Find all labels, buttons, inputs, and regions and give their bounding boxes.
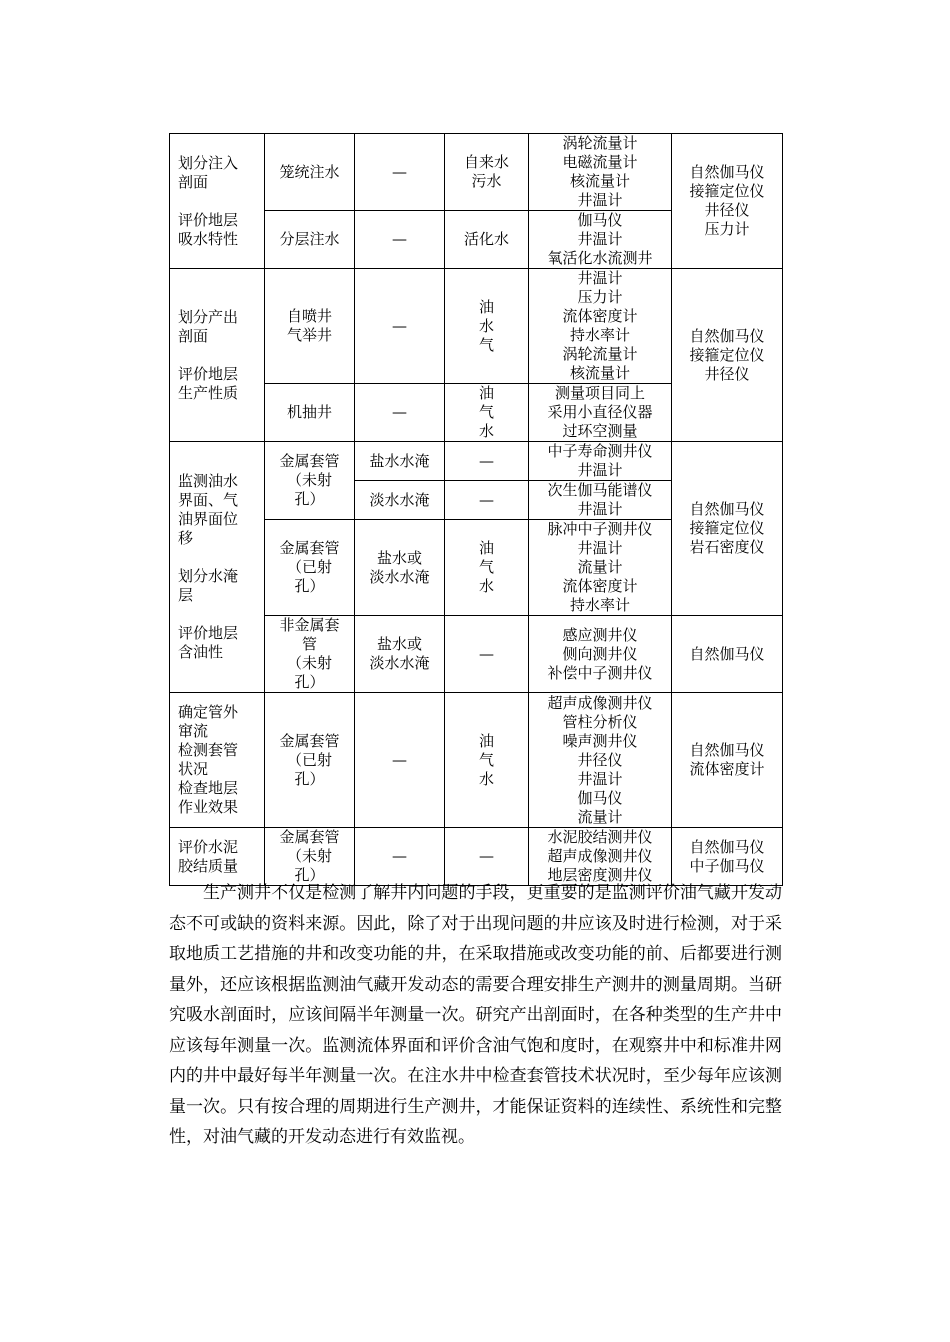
cell-line: 界面、气 xyxy=(178,491,239,509)
cell-line: 自然伽马仪 xyxy=(689,163,765,181)
cell-line: （已射 xyxy=(286,558,332,576)
well-type-cell xyxy=(265,442,355,520)
cell-line: 感应测井仪 xyxy=(562,625,638,644)
cell-line: 金属套管 xyxy=(279,539,340,557)
cell-line: 胶结质量 xyxy=(178,856,239,875)
cell-line: 剖面 xyxy=(178,326,209,345)
cell-line: 次生伽马能谱仪 xyxy=(547,481,653,499)
cell-line: 井温计 xyxy=(577,461,623,479)
body-paragraph: 生产测井不仅是检测了解井内问题的手段，更重要的是监测评价油气藏开发动态不可或缺的资料来源。因此，除了对于出现问题的井应该及时进行检测，对于采取地质工艺措施的井和改变功能的井，在采取措施或改变功能的前、后都要进行测量外，还应该根据监测油气藏开发动态的需要合理安排生产测井的测量周期。当研究吸水剖面时，应该间隔半年测量一次。研究产出剖面时，在各种类型的生产井中应该每年测量一次。监测流体界面和评价含油气饱和度时，在观察井中和标准井网内的井中最好每半年测量一次。在注水井中检查套管技术状况时，至少每年应该测量一次。只有按合理的周期进行生产测井，才能保证资料的连续性、系统性和完整性，对油气藏的开发动态进行有效监视。 xyxy=(169,883,782,1147)
cell-line: 气 xyxy=(478,403,494,421)
cell-line: 作业效果 xyxy=(178,798,239,816)
cell-line: — xyxy=(392,750,407,769)
cell-line: 状况 xyxy=(178,760,209,778)
cell-line: 中子寿命测井仪 xyxy=(547,442,653,460)
instrument-cell xyxy=(529,693,672,828)
cell-line: 接箍定位仪 xyxy=(689,345,765,364)
cell-line: 水 xyxy=(478,577,494,595)
instrument-cell xyxy=(529,828,672,886)
cell-line: 自然伽马仪 xyxy=(689,326,765,345)
cell-line: 脉冲中子测井仪 xyxy=(547,520,653,538)
cell-line: — xyxy=(392,847,407,865)
cell-line: 窜流 xyxy=(178,722,209,740)
cell-line: 自然伽马仪 xyxy=(689,837,765,856)
cell-line: 孔） xyxy=(294,490,325,508)
instrument-cell xyxy=(529,269,672,384)
common-instrument-cell xyxy=(672,828,783,886)
fluid-cell xyxy=(445,520,529,616)
cell-line: 机抽井 xyxy=(286,403,332,421)
cell-line: 划分产出 xyxy=(178,307,239,326)
cell-line: 自然伽马仪 xyxy=(689,741,765,759)
cell-line: 流量计 xyxy=(577,558,623,576)
cell-line: 管柱分析仪 xyxy=(562,712,638,731)
cell-line: 生产性质 xyxy=(178,383,239,402)
table-row xyxy=(170,134,783,211)
instrument-cell xyxy=(529,384,672,442)
cell-line: 评价地层 xyxy=(178,210,239,229)
cell-line: 水 xyxy=(478,769,494,788)
cell-line: 油 xyxy=(478,731,494,750)
purpose-cell xyxy=(170,442,265,693)
cell-line: 孔） xyxy=(294,673,325,691)
cell-line: 持水率计 xyxy=(569,326,630,344)
cell-line: 测量项目同上 xyxy=(554,384,645,402)
instrument-cell xyxy=(529,134,672,211)
cell-line: 水 xyxy=(478,316,494,335)
fluid-cell xyxy=(445,442,529,481)
cell-line: 接箍定位仪 xyxy=(689,182,765,200)
cell-line: 划分水淹 xyxy=(178,567,239,585)
common-instrument-cell xyxy=(672,693,783,828)
fluid-cell xyxy=(445,693,529,828)
purpose-cell xyxy=(170,693,265,828)
well-type-cell xyxy=(265,134,355,211)
cell-line: 气 xyxy=(478,335,494,354)
cell-line: 井温计 xyxy=(577,539,623,557)
cell-line: 吸水特性 xyxy=(178,229,239,248)
cell-line: 非金属套 xyxy=(279,616,340,634)
cell-line: 自喷井 xyxy=(286,307,332,325)
cell-line: 油 xyxy=(478,539,494,557)
cell-line: 流体密度计 xyxy=(562,577,638,595)
cell-line: 金属套管 xyxy=(279,828,340,846)
cell-line: 接箍定位仪 xyxy=(689,519,765,537)
cell-line: 盐水或 xyxy=(376,635,422,653)
well-type-cell xyxy=(265,211,355,269)
cell-line: 超声成像测井仪 xyxy=(547,693,653,712)
condition-cell xyxy=(355,211,445,269)
condition-cell xyxy=(355,520,445,616)
cell-line: 评价水泥 xyxy=(178,837,239,856)
cell-line: — xyxy=(479,490,494,509)
cell-line: 淡水水淹 xyxy=(369,490,430,509)
cell-line: 油 xyxy=(478,297,494,316)
cell-line: 检查地层 xyxy=(178,779,239,797)
common-instrument-cell xyxy=(672,616,783,693)
cell-line: 噪声测井仪 xyxy=(562,731,638,750)
cell-line: 评价地层 xyxy=(178,624,239,642)
cell-line: 压力计 xyxy=(704,220,750,238)
cell-line: 井温计 xyxy=(577,269,623,287)
table-row xyxy=(170,693,783,828)
table-row xyxy=(170,269,783,384)
cell-line: 压力计 xyxy=(577,288,623,306)
cell-line: 层 xyxy=(178,586,194,604)
fluid-cell xyxy=(445,481,529,520)
cell-line: 金属套管 xyxy=(279,731,340,750)
fluid-cell xyxy=(445,134,529,211)
cell-line: 涡轮流量计 xyxy=(562,134,638,152)
logging-methods-table xyxy=(169,133,783,886)
cell-line: （未射 xyxy=(286,471,332,489)
cell-line: 笼统注水 xyxy=(279,162,340,181)
table-row xyxy=(170,828,783,886)
condition-cell xyxy=(355,481,445,520)
cell-line: 盐水水淹 xyxy=(369,451,430,470)
well-type-cell xyxy=(265,828,355,886)
instrument-cell xyxy=(529,442,672,481)
cell-line: 流量计 xyxy=(577,807,623,826)
well-type-cell xyxy=(265,616,355,693)
cell-line: 涡轮流量计 xyxy=(562,345,638,363)
table-row xyxy=(170,442,783,481)
instrument-cell xyxy=(529,211,672,269)
cell-line: （未射 xyxy=(286,847,332,865)
fluid-cell xyxy=(445,616,529,693)
condition-cell xyxy=(355,828,445,886)
cell-line: 氧活化水流测井 xyxy=(547,249,653,267)
cell-line: 孔） xyxy=(294,577,325,595)
cell-line: 气 xyxy=(478,558,494,576)
cell-line: 孔） xyxy=(294,769,325,788)
condition-cell xyxy=(355,693,445,828)
instrument-cell xyxy=(529,481,672,520)
cell-line: — xyxy=(392,162,407,181)
cell-line: 核流量计 xyxy=(569,364,630,382)
common-instrument-cell xyxy=(672,442,783,616)
purpose-cell xyxy=(170,134,265,269)
cell-line: 淡水水淹 xyxy=(369,567,430,586)
cell-line: 检测套管 xyxy=(178,741,239,759)
cell-line: 水泥胶结测井仪 xyxy=(547,828,653,846)
well-type-cell xyxy=(265,269,355,384)
purpose-cell xyxy=(170,828,265,886)
cell-line: 井径仪 xyxy=(704,201,750,219)
cell-line: — xyxy=(392,316,407,335)
condition-cell xyxy=(355,384,445,442)
cell-line: 确定管外 xyxy=(178,703,239,721)
cell-line: 采用小直径仪器 xyxy=(547,403,653,421)
fluid-cell xyxy=(445,384,529,442)
fluid-cell xyxy=(445,828,529,886)
cell-line: 活化水 xyxy=(463,230,509,248)
cell-line: 淡水水淹 xyxy=(369,654,430,672)
cell-line: 气 xyxy=(478,750,494,769)
cell-line: 评价地层 xyxy=(178,364,239,383)
condition-cell xyxy=(355,442,445,481)
cell-line: （未射 xyxy=(286,654,332,672)
condition-cell xyxy=(355,269,445,384)
cell-line: 岩石密度仪 xyxy=(689,538,765,556)
instrument-cell xyxy=(529,616,672,693)
cell-line: 水 xyxy=(478,422,494,440)
cell-line: — xyxy=(479,451,494,470)
cell-line: 孔） xyxy=(294,866,325,884)
cell-line: （已射 xyxy=(286,750,332,769)
cell-line: 金属套管 xyxy=(279,452,340,470)
cell-line: 补偿中子测井仪 xyxy=(547,663,653,682)
common-instrument-cell xyxy=(672,134,783,269)
well-type-cell xyxy=(265,693,355,828)
cell-line: 超声成像测井仪 xyxy=(547,847,653,865)
well-type-cell xyxy=(265,520,355,616)
cell-line: 电磁流量计 xyxy=(562,153,638,171)
cell-line: 持水率计 xyxy=(569,596,630,614)
condition-cell xyxy=(355,616,445,693)
condition-cell xyxy=(355,134,445,211)
cell-line: — xyxy=(479,847,494,865)
instrument-cell xyxy=(529,520,672,616)
cell-line: 核流量计 xyxy=(569,172,630,190)
cell-line: 自然伽马仪 xyxy=(689,644,765,663)
cell-line: 地层密度测井仪 xyxy=(547,866,653,884)
cell-line: 井温计 xyxy=(577,191,623,209)
cell-line: 伽马仪 xyxy=(577,788,623,807)
cell-line: 监测油水 xyxy=(178,472,239,490)
cell-line: 分层注水 xyxy=(279,230,340,248)
cell-line: 盐水或 xyxy=(376,548,422,567)
cell-line: 管 xyxy=(301,635,317,653)
cell-line: 移 xyxy=(178,529,194,547)
cell-line: — xyxy=(479,644,494,663)
cell-line: 自来水 xyxy=(463,153,509,171)
cell-line: 油 xyxy=(478,384,494,402)
cell-line: 划分注入 xyxy=(178,153,239,172)
purpose-cell xyxy=(170,269,265,442)
cell-line: 自然伽马仪 xyxy=(689,500,765,518)
cell-line: 井温计 xyxy=(577,500,623,518)
fluid-cell xyxy=(445,269,529,384)
cell-line: 流体密度计 xyxy=(562,307,638,325)
cell-line: 井温计 xyxy=(577,769,623,788)
cell-line: 剖面 xyxy=(178,172,209,191)
cell-line: 污水 xyxy=(471,172,502,190)
cell-line: 中子伽马仪 xyxy=(689,856,765,875)
cell-line: 侧向测井仪 xyxy=(562,644,638,663)
common-instrument-cell xyxy=(672,269,783,442)
cell-line: — xyxy=(392,403,407,421)
cell-line: 井温计 xyxy=(577,230,623,248)
well-type-cell xyxy=(265,384,355,442)
cell-line: 井径仪 xyxy=(577,750,623,769)
cell-line: — xyxy=(392,230,407,248)
fluid-cell xyxy=(445,211,529,269)
cell-line: 油界面位 xyxy=(178,510,239,528)
cell-line: 过环空测量 xyxy=(562,422,638,440)
cell-line: 伽马仪 xyxy=(577,211,623,229)
cell-line: 井径仪 xyxy=(704,364,750,383)
cell-line: 含油性 xyxy=(178,643,224,661)
cell-line: 气举井 xyxy=(286,326,332,344)
cell-line: 流体密度计 xyxy=(689,760,765,778)
